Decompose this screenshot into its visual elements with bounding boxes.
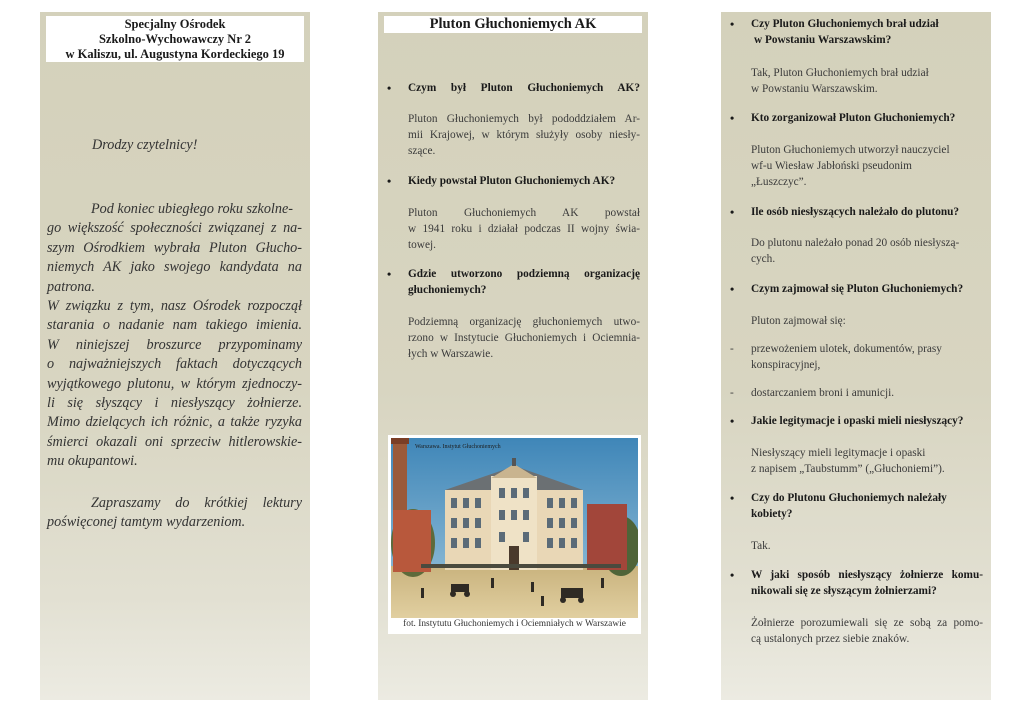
- answer-line: w Powstaniu Warszawskim.: [751, 83, 878, 95]
- answer-line: Pluton Głuchoniemych utworzył nauczyciel: [751, 144, 950, 156]
- intro-line: starania o nadanie nam takiego imienia.: [47, 317, 302, 334]
- list-item: [751, 341, 983, 373]
- answer-line: rzono w Instytucie Głuchoniemych i Ociemnia-: [408, 332, 640, 344]
- photo-inscription: Warszawa. Instytut Głuchoniemych: [415, 444, 501, 450]
- answer-line: Pluton Głuchoniemych AK powstał: [408, 207, 640, 219]
- intro-line: szym Ośrodkiem wybrała Pluton Głucho-: [47, 239, 302, 256]
- closing-line: poświęconej tamtym wydarzeniom.: [47, 514, 246, 531]
- intro-line: patrona.: [47, 278, 95, 295]
- question-line: • Ile osób niesłyszących należało do plutonu?: [751, 206, 960, 218]
- question-line: • Gdzie utworzono podziemną organizację: [408, 268, 640, 280]
- intro-line: wyjątkowego plutonu, w którym zjednoczy-: [47, 375, 302, 392]
- answer: [408, 314, 640, 362]
- question-line: • Czym był Pluton Głuchoniemych AK?: [408, 82, 640, 94]
- panel-intro: [40, 12, 310, 700]
- answer-line: Niesłyszący mieli legitymacje i opaski: [751, 447, 926, 459]
- panel-questions-2: [721, 12, 991, 700]
- intro-line: go większość społeczności związanej z na-: [47, 220, 302, 237]
- answer-line: Pluton Głuchoniemych był pododdziałem Ar-: [408, 113, 640, 125]
- answer: [408, 205, 640, 253]
- answer-line: Do plutonu należało ponad 20 osób niesłyszą-: [751, 237, 960, 249]
- intro-line: li się słyszący i niesłyszący żołnierze.: [47, 395, 302, 412]
- answer-line: Żołnierze porozumiewali się ze sobą za pomo-: [751, 617, 983, 629]
- question-line: • Kto zorganizował Pluton Głuchoniemych?: [751, 112, 956, 124]
- question-line: • W jaki sposób niesłyszący żołnierze komu-: [751, 569, 983, 581]
- intro-line: śmierci okazali oni sprzeciw hitlerowskie-: [47, 433, 302, 450]
- question-line: • Czy do Plutonu Głuchoniemych należały: [751, 492, 947, 504]
- question-line: • Jakie legitymacje i opaski mieli niesłyszący?: [751, 415, 964, 427]
- question: [751, 204, 983, 220]
- answer: [408, 111, 640, 159]
- answer: [751, 615, 983, 647]
- question: [751, 413, 983, 429]
- intro-line: niemych AK jako swojego kandydata na: [47, 259, 302, 276]
- intro-line: Mimo dzielących ich różnic, a także ryzyka: [47, 414, 302, 431]
- answer-line: łych w Warszawie.: [408, 348, 494, 360]
- answer-line: Podziemną organizację głuchoniemych utwo-: [408, 316, 640, 328]
- question: [751, 16, 983, 48]
- answer-line: cych.: [751, 253, 776, 265]
- answer: [751, 313, 983, 329]
- question-line: • Czy Pluton Głuchoniemych brał udział: [751, 18, 939, 30]
- panel-questions-1: [378, 12, 648, 700]
- question: [408, 80, 640, 96]
- question-line: kobiety?: [751, 508, 793, 520]
- intro-line: o najważniejszych faktach dotyczących: [47, 356, 302, 373]
- question: [408, 266, 640, 298]
- question-line: nikowali się ze słyszącym żołnierzami?: [751, 585, 937, 597]
- list-item-line: - dostarczaniem broni i amunicji.: [751, 387, 895, 399]
- answer-line: cą ustalonych przez siebie znaków.: [751, 633, 910, 645]
- answer-line: mii Krajowej, w którym służyły osoby niesły-: [408, 129, 640, 141]
- institute-photo: [391, 438, 638, 618]
- intro-line: W niniejszej broszurce przypominamy: [47, 336, 302, 353]
- photo-caption: fot. Instytutu Głuchoniemych i Ociemniałych w Warszawie: [403, 619, 626, 629]
- institute-photo-frame: [388, 435, 641, 634]
- question: [751, 567, 983, 599]
- question-line: • Czym zajmował się Pluton Głuchoniemych?: [751, 283, 964, 295]
- answer-line: Pluton zajmował się:: [751, 315, 846, 327]
- answer: [751, 235, 983, 267]
- intro-line: W związku z tym, nasz Ośrodek rozpoczął: [47, 298, 302, 315]
- answer: [751, 142, 983, 190]
- question-line: głuchoniemych?: [408, 284, 487, 296]
- question: [751, 110, 983, 126]
- question: [751, 490, 983, 522]
- question: [751, 281, 983, 297]
- intro-line: Pod koniec ubiegłego roku szkolne-: [91, 201, 293, 217]
- answer-line: „Łuszczyc”.: [751, 176, 807, 188]
- school-header: [46, 16, 304, 62]
- answer-line: Tak.: [751, 540, 771, 552]
- answer-line: w 1941 roku i działał podczas II wojny świa-: [408, 223, 640, 235]
- closing-text: [47, 494, 302, 533]
- greeting: Drodzy czytelnicy!: [92, 137, 198, 153]
- answer-line: Tak, Pluton Głuchoniemych brał udział: [751, 67, 929, 79]
- question-line: • Kiedy powstał Pluton Głuchoniemych AK?: [408, 175, 616, 187]
- list-item: [751, 385, 983, 401]
- answer-line: z napisem „Taubstumm” („Głuchoniemi”).: [751, 463, 945, 475]
- answer: [751, 538, 983, 554]
- closing-line: Zapraszamy do krótkiej lektury: [91, 495, 302, 511]
- question: [408, 173, 640, 189]
- brochure-title: Pluton Głuchoniemych AK: [384, 16, 642, 33]
- intro-text: [47, 200, 302, 472]
- school-name-line1: Specjalny Ośrodek: [124, 17, 226, 31]
- answer: [751, 65, 983, 97]
- school-address: w Kaliszu, ul. Augustyna Kordeckiego 19: [65, 47, 285, 61]
- answer-line: wf-u Wiesław Jabłoński pseudonim: [751, 160, 912, 172]
- school-name-line2: Szkolno-Wychowawczy Nr 2: [98, 32, 252, 46]
- list-item-line: konspiracyjnej,: [751, 359, 821, 371]
- list-item-line: - przewożeniem ulotek, dokumentów, prasy: [751, 343, 942, 355]
- answer-line: szące.: [408, 145, 436, 157]
- question-line: w Powstaniu Warszawskim?: [754, 34, 892, 46]
- answer-line: towej.: [408, 239, 436, 251]
- answer: [751, 445, 983, 477]
- intro-line: mu okupantowi.: [47, 453, 138, 470]
